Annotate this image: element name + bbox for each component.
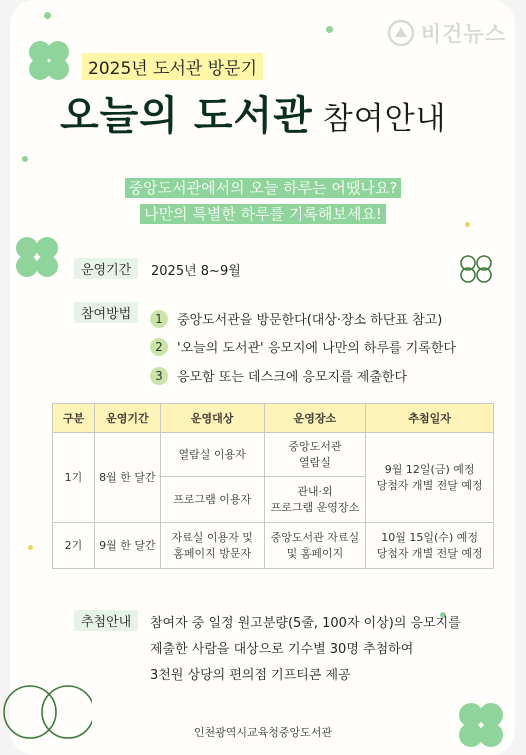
step-text: 중앙도서관을 방문한다(대상·장소 하단표 참고) [177,313,443,328]
target-cell: 열람실 이용자 [160,433,264,477]
page-title [60,84,447,141]
title-main: 오늘의 도서관 [60,93,313,139]
draw-date-cell: 9월 12일(금) 예정 당첨자 개별 전달 예정 [366,433,494,523]
step-number: 1 [150,310,168,328]
table-row [53,523,494,569]
draw-info-line: 3천원 상당의 편의점 기프티콘 제공 [150,668,351,683]
round-cell: 1기 [53,433,95,523]
step-item [150,309,442,328]
period-cell: 8월 한 달간 [94,433,160,523]
step-item [150,366,407,385]
intro-line-2: 나만의 특별한 하루를 기록해보세요! [0,203,526,224]
target-cell: 프로그램 이용자 [160,477,264,523]
step-number: 3 [150,367,168,385]
place-cell: 중앙도서관 자료실 및 홈페이지 [264,523,366,569]
clover-outline-icon [0,680,92,755]
column-header: 구분 [53,404,95,433]
event-tag: 2025년 도서관 방문기 [82,53,263,80]
round-cell: 2기 [53,523,95,569]
step-number: 2 [150,338,168,356]
decorative-dot [326,26,333,33]
decorative-dot [44,12,51,19]
draw-info-line: 제출한 사람을 대상으로 기수별 30명 추첨하여 [150,642,414,657]
place-cell: 중앙도서관 열람실 [264,433,366,477]
period-cell: 9월 한 달간 [94,523,160,569]
watermark-logo-icon [387,19,415,47]
decorative-dot [22,156,28,162]
column-header: 운영장소 [264,404,366,433]
column-header: 운영기간 [94,404,160,433]
step-item [150,337,456,356]
target-cell: 자료실 이용자 및 홈페이지 방문자 [160,523,264,569]
place-cell: 관내·외 프로그램 운영장소 [264,477,366,523]
table-row [53,433,494,477]
draw-date-cell: 10월 15일(수) 예정 당첨자 개별 전달 예정 [366,523,494,569]
column-header: 추첨일자 [366,404,494,433]
decorative-dot [28,545,33,550]
column-header: 운영대상 [160,404,264,433]
intro-line-1: 중앙도서관에서의 오늘 하루는 어땠나요? [0,177,526,198]
title-sub: 참여안내 [322,101,447,137]
step-text: 응모함 또는 데스크에 응모지를 제출한다 [177,370,408,385]
draw-info-label: 추첨안내 [74,610,138,631]
clover-outline-icon [458,254,494,284]
clover-icon [14,234,60,280]
method-label: 참여방법 [74,302,138,323]
schedule-table [52,403,494,569]
step-text: '오늘의 도서관' 응모지에 나만의 하루를 기록한다 [177,341,456,356]
table-header-row [53,404,494,433]
organization-footer: 인천광역시교육청중앙도서관 [193,726,333,739]
watermark [387,18,506,48]
watermark-text: 비건뉴스 [420,22,506,46]
period-value: 2025년 8~9월 [151,264,241,279]
period-label: 운영기간 [74,258,138,279]
clover-icon [26,40,72,82]
draw-info-line: 참여자 중 일정 원고분량(5줄, 100자 이상)의 응모지를 [150,616,461,631]
